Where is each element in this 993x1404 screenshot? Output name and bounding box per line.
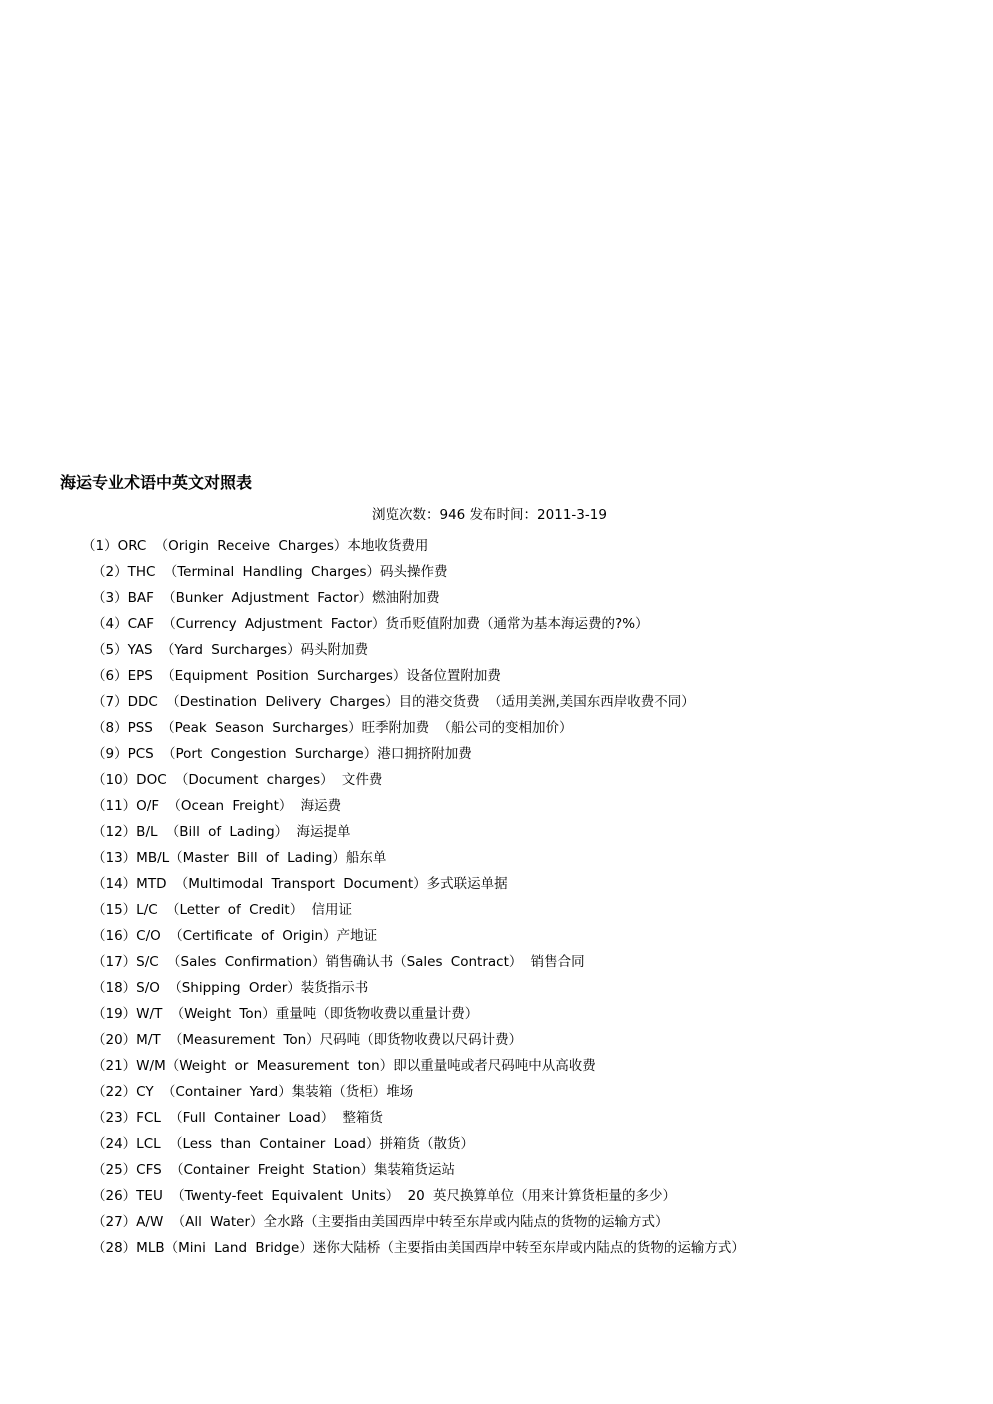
term-item-3: （3）BAF （Bunker Adjustment Factor）燃油附加费 [92, 590, 440, 606]
term-item-18: （18）S/O （Shipping Order）装货指示书 [92, 980, 369, 996]
term-item-22: （22）CY （Container Yard）集装箱（货柜）堆场 [92, 1084, 414, 1100]
term-item-20: （20）M/T （Measurement Ton）尺码吨（即货物收费以尺码计费） [92, 1032, 523, 1048]
term-item-9: （9）PCS （Port Congestion Surcharge）港口拥挤附加费 [92, 746, 472, 762]
term-item-15: （15）L/C （Letter of Credit） 信用证 [92, 902, 352, 918]
term-item-4: （4）CAF （Currency Adjustment Factor）货币贬值附加费（通常为基本海运费的?%） [92, 616, 649, 632]
term-item-13: （13）MB/L（Master Bill of Lading）船东单 [92, 850, 387, 866]
term-item-26: （26）TEU （Twenty-feet Equivalent Units） 20 英尺换算单位（用来计算货柜量的多少） [92, 1188, 677, 1204]
term-item-6: （6）EPS （Equipment Position Surcharges）设备位置附加费 [92, 668, 501, 684]
term-item-23: （23）FCL （Full Container Load） 整箱货 [92, 1110, 383, 1126]
view-count-and-publish-date: 浏览次数：946 发布时间：2011-3-19 [372, 507, 607, 523]
term-list [0, 535, 993, 1263]
term-item-7: （7）DDC （Destination Delivery Charges）目的港交货费 （适用美洲,美国东西岸收费不同） [92, 694, 695, 710]
term-item-8: （8）PSS （Peak Season Surcharges）旺季附加费 （船公司的变相加价） [92, 720, 573, 736]
term-item-5: （5）YAS （Yard Surcharges）码头附加费 [92, 642, 369, 658]
term-item-17: （17）S/C （Sales Confirmation）销售确认书（Sales Contract） 销售合同 [92, 954, 585, 970]
term-item-10: （10）DOC （Document charges） 文件费 [92, 772, 383, 788]
term-item-2: （2）THC （Terminal Handling Charges）码头操作费 [92, 564, 448, 580]
term-item-27: （27）A/W （All Water）全水路（主要指由美国西岸中转至东岸或内陆点的货物的运输方式） [92, 1214, 669, 1230]
term-item-14: （14）MTD （Multimodal Transport Document）多式联运单据 [92, 876, 508, 892]
term-item-24: （24）LCL （Less than Container Load）拼箱货（散货） [92, 1136, 475, 1152]
term-item-11: （11）O/F （Ocean Freight） 海运费 [92, 798, 342, 814]
term-item-21: （21）W/M（Weight or Measurement ton）即以重量吨或者尺码吨中从高收费 [92, 1058, 596, 1074]
term-item-12: （12）B/L （Bill of Lading） 海运提单 [92, 824, 351, 840]
term-item-19: （19）W/T （Weight Ton）重量吨（即货物收费以重量计费） [92, 1006, 479, 1022]
term-item-16: （16）C/O （Certificate of Origin）产地证 [92, 928, 378, 944]
term-item-1: （1）ORC （Origin Receive Charges）本地收货费用 [82, 538, 429, 554]
page-title: 海运专业术语中英文对照表 [60, 473, 253, 492]
term-item-28: （28）MLB（Mini Land Bridge）迷你大陆桥（主要指由美国西岸中转至东岸或内陆点的货物的运输方式） [92, 1240, 745, 1256]
term-item-25: （25）CFS （Container Freight Station）集装箱货运站 [92, 1162, 456, 1178]
